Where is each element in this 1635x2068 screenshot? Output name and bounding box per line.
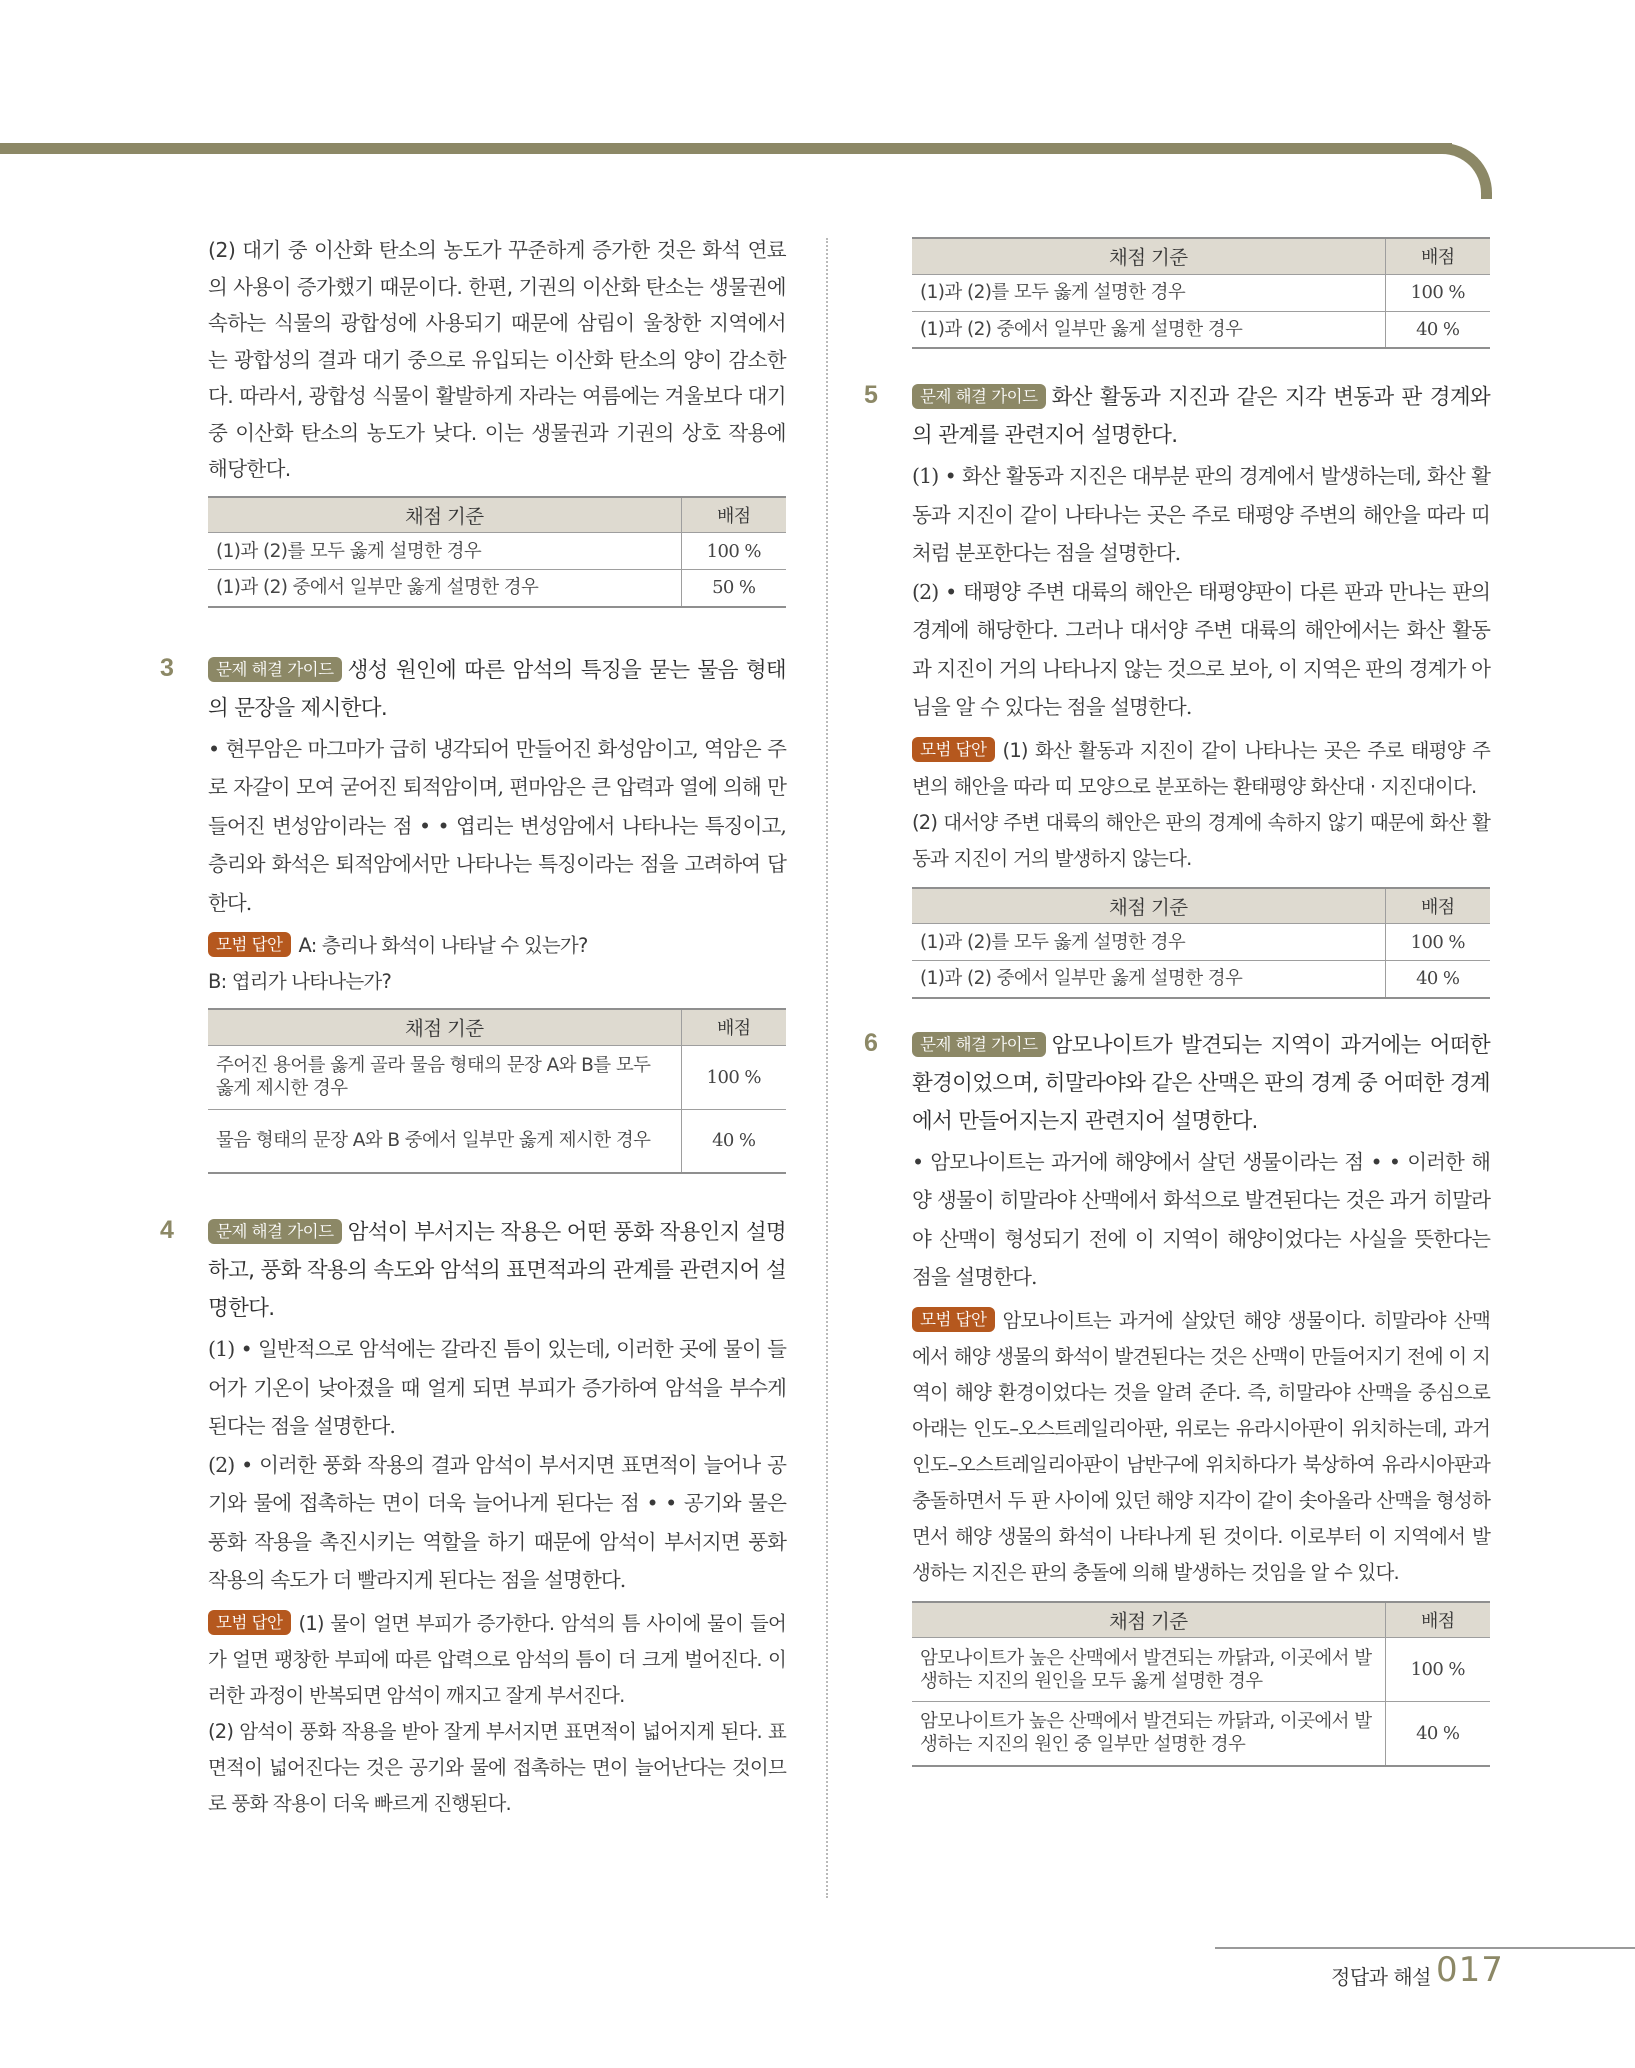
question-number: 5 [864, 381, 878, 409]
left-column [160, 232, 786, 1822]
guide-badge: 문제 해결 가이드 [912, 384, 1046, 409]
question-4 [160, 1214, 786, 1822]
criteria-cell: (1)과 (2) 중에서 일부만 옳게 설명한 경우 [912, 961, 1385, 998]
criteria-cell: (1)과 (2)를 모두 옳게 설명한 경우 [912, 924, 1385, 961]
criteria-cell: (1)과 (2) 중에서 일부만 옳게 설명한 경우 [912, 311, 1385, 348]
table-row [208, 1045, 786, 1109]
model-answer-badge: 모범 답안 [208, 1610, 291, 1635]
points-cell: 40 % [681, 1109, 786, 1173]
table-row [208, 533, 786, 570]
model-answer-badge: 모범 답안 [208, 932, 291, 957]
criteria-header: 채점 기준 [912, 888, 1385, 924]
model-answer-text: (1) 화산 활동과 지진이 같이 나타나는 곳은 주로 태평양 주변의 해안을 따라 띠 모양으로 분포하는 환태평양 화산대 · 지진대이다. [912, 738, 1490, 798]
points-header: 배점 [1385, 1602, 1490, 1638]
criteria-cell: (1)과 (2)를 모두 옳게 설명한 경우 [208, 533, 681, 570]
table-header-row [912, 238, 1490, 274]
scoring-table-1 [208, 496, 786, 608]
points-header: 배점 [681, 497, 786, 533]
table-header-row [912, 888, 1490, 924]
guide-text: 암석이 부서지는 작용은 어떤 풍화 작용인지 설명하고, 풍화 작용의 속도와 암석의 표면적과의 관계를 관련지어 설명한다. [208, 1220, 786, 1321]
scoring-table-5 [912, 887, 1490, 999]
points-cell: 40 % [1385, 961, 1490, 998]
points-header: 배점 [681, 1009, 786, 1045]
points-cell: 100 % [681, 533, 786, 570]
table-row [912, 1638, 1490, 1702]
header-rule-curve [1436, 143, 1492, 199]
criteria-header: 채점 기준 [912, 238, 1385, 274]
guide-paragraph [208, 1214, 786, 1328]
column-divider [826, 238, 828, 1898]
model-answer-line: A: 층리나 화석이 나타날 수 있는가? [298, 934, 588, 957]
table-row [208, 570, 786, 607]
page-number: 017 [1436, 1950, 1504, 1990]
guide-paragraph [912, 379, 1490, 455]
table-row [912, 1702, 1490, 1766]
table-header-row [208, 497, 786, 533]
explanation-2: (2) • 이러한 풍화 작용의 결과 암석이 부서지면 표면적이 늘어나 공기와 물에 접촉하는 면이 더욱 늘어나게 된다는 점 • • 공기와 물은 풍화 작용을 촉진시키는 역할을 하기 때문에 암석이 부서지면 풍화 작용의 속도가 더 빨라지게 된다는 점을 설명한다. [208, 1452, 786, 1592]
points-header: 배점 [1385, 238, 1490, 274]
model-answer-2: (2) 대서양 주변 대륙의 해안은 판의 경계에 속하지 않기 때문에 화산 활동과 지진이 거의 발생하지 않는다. [912, 810, 1490, 870]
header-rule [0, 143, 1452, 154]
explanation: • 현무암은 마그마가 급히 냉각되어 만들어진 화성암이고, 역암은 주로 자갈이 모여 굳어진 퇴적암이며, 편마암은 큰 압력과 열에 의해 만들어진 변성암이라는 점 • • 엽리는 변성암에서 나타나는 특징이고, 층리와 화석은 퇴적암에서만 나타나는 특징이라는 점을 고려하여 답한다. [208, 736, 786, 915]
question-3 [160, 652, 786, 1175]
table-row [912, 311, 1490, 348]
question-5 [864, 379, 1490, 999]
model-answer-line: B: 엽리가 나타나는가? [208, 970, 391, 993]
points-cell: 100 % [681, 1045, 786, 1109]
scoring-table-3 [208, 1008, 786, 1174]
explanation: • 암모나이트는 과거에 해양에서 살던 생물이라는 점 • • 이러한 해양 생물이 히말라야 산맥에서 화석으로 발견된다는 것은 과거 히말라야 산맥이 형성되기 전에 이 지역이 해양이었다는 사실을 뜻한다는 점을 설명한다. [912, 1149, 1490, 1289]
scoring-table-2 [912, 237, 1490, 349]
footer-rule [1215, 1947, 1635, 1949]
table-header-row [208, 1009, 786, 1045]
guide-text: 화산 활동과 지진과 같은 지각 변동과 판 경계와의 관계를 관련지어 설명한다. [912, 385, 1490, 448]
guide-text: 생성 원인에 따른 암석의 특징을 묻는 물음 형태의 문장을 제시한다. [208, 657, 786, 721]
criteria-cell: 물음 형태의 문장 A와 B 중에서 일부만 옳게 제시한 경우 [208, 1109, 681, 1173]
model-answer [912, 733, 1490, 805]
question-number: 3 [160, 653, 174, 682]
guide-paragraph [912, 1027, 1490, 1141]
scoring-table-6 [912, 1601, 1490, 1767]
criteria-header: 채점 기준 [912, 1602, 1385, 1638]
criteria-cell: (1)과 (2)를 모두 옳게 설명한 경우 [912, 274, 1385, 311]
points-cell: 100 % [1385, 924, 1490, 961]
model-answer-2: (2) 암석이 풍화 작용을 받아 잘게 부서지면 표면적이 넓어지게 된다. 표면적이 넓어진다는 것은 공기와 물에 접촉하는 면이 늘어난다는 것이므로 풍화 작용이 더욱 빠르게 진행된다. [208, 1719, 786, 1815]
explanation-1: (1) • 일반적으로 암석에는 갈라진 틈이 있는데, 이러한 곳에 물이 들어가 기온이 낮아졌을 때 얼게 되면 부피가 증가하여 암석을 부수게 된다는 점을 설명한다. [208, 1337, 786, 1438]
model-answer-text: (1) 물이 얼면 부피가 증가한다. 암석의 틈 사이에 물이 들어가 얼면 팽창한 부피에 따른 압력으로 암석의 틈이 더 크게 벌어진다. 이러한 과정이 반복되면 암석이 깨지고 잘게 부서진다. [208, 1611, 786, 1707]
criteria-cell: 주어진 용어를 옳게 골라 물음 형태의 문장 A와 B를 모두 옳게 제시한 경우 [208, 1045, 681, 1109]
criteria-header: 채점 기준 [208, 497, 681, 533]
model-answer-text: 암모나이트는 과거에 살았던 해양 생물이다. 히말라야 산맥에서 해양 생물의 화석이 발견된다는 것은 산맥이 만들어지기 전에 이 지역이 해양 환경이었다는 것을 알려 준다. 즉, 히말라야 산맥을 중심으로 아래는 인도–오스트레일리아판, 위로는 유라시아판이 위치하는데, 과거 인도–오스트레일리아판이 남반구에 위치하다가 북상하여 유라시아판과 충돌하면서 두 판 사이에 있던 해양 지각이 같이 솟아올라 산맥을 형성하면서 해양 생물의 화석이 나타나게 된 것이다. 이로부터 이 지역에서 발생하는 지진은 판의 충돌에 의해 발생하는 것임을 알 수 있다. [912, 1308, 1490, 1584]
question-number: 4 [160, 1216, 174, 1244]
points-cell: 40 % [1385, 1702, 1490, 1766]
guide-badge: 문제 해결 가이드 [912, 1032, 1046, 1057]
model-answer [912, 1303, 1490, 1591]
model-answer-badge: 모범 답안 [912, 737, 995, 762]
top-band [0, 0, 1635, 148]
table-header-row [912, 1602, 1490, 1638]
guide-badge: 문제 해결 가이드 [208, 1219, 342, 1244]
guide-text: 암모나이트가 발견되는 지역이 과거에는 어떠한 환경이었으며, 히말라야와 같은 산맥은 판의 경계 중 어떠한 경계에서 만들어지는지 관련지어 설명한다. [912, 1032, 1490, 1134]
points-cell: 40 % [1385, 311, 1490, 348]
criteria-header: 채점 기준 [208, 1009, 681, 1045]
explanation-1: (1) • 화산 활동과 지진은 대부분 판의 경계에서 발생하는데, 화산 활동과 지진이 같이 나타나는 곳은 주로 태평양 주변의 해안을 따라 띠처럼 분포한다는 점을 설명한다. [912, 464, 1490, 565]
points-cell: 100 % [1385, 274, 1490, 311]
model-answer-badge: 모범 답안 [912, 1307, 995, 1332]
model-answer [208, 1606, 786, 1714]
points-cell: 100 % [1385, 1638, 1490, 1702]
table-row [912, 924, 1490, 961]
criteria-cell: 암모나이트가 높은 산맥에서 발견되는 까닭과, 이곳에서 발생하는 지진의 원인 중 일부만 설명한 경우 [912, 1702, 1385, 1766]
question-6 [864, 1027, 1490, 1767]
criteria-cell: (1)과 (2) 중에서 일부만 옳게 설명한 경우 [208, 570, 681, 607]
guide-paragraph [208, 652, 786, 728]
intro-paragraph: (2) 대기 중 이산화 탄소의 농도가 꾸준하게 증가한 것은 화석 연료의 사용이 증가했기 때문이다. 한편, 기권의 이산화 탄소는 생물권에 속하는 식물의 광합성에 사용되기 때문에 삼림이 울창한 지역에서는 광합성의 결과 대기 중으로 유입되는 이산화 탄소의 양이 감소한다. 따라서, 광합성 식물이 활발하게 자라는 여름에는 겨울보다 대기 중 이산화 탄소의 농도가 낮다. 이는 생물권과 기권의 상호 작용에 해당한다. [208, 238, 786, 481]
table-row [208, 1109, 786, 1173]
footer-section-label: 정답과 해설 [1331, 1965, 1431, 1989]
criteria-cell: 암모나이트가 높은 산맥에서 발견되는 까닭과, 이곳에서 발생하는 지진의 원인을 모두 옳게 설명한 경우 [912, 1638, 1385, 1702]
table-row [912, 961, 1490, 998]
points-cell: 50 % [681, 570, 786, 607]
model-answer [208, 928, 786, 1000]
explanation-2: (2) • 태평양 주변 대륙의 해안은 태평양판이 다른 판과 만나는 판의 경계에 해당한다. 그러나 대서양 주변 대륙의 해안에서는 화산 활동과 지진이 거의 나타나지 않는 것으로 보아, 이 지역은 판의 경계가 아님을 알 수 있다는 점을 설명한다. [912, 579, 1490, 719]
right-column [864, 237, 1490, 1767]
table-row [912, 274, 1490, 311]
points-header: 배점 [1385, 888, 1490, 924]
guide-badge: 문제 해결 가이드 [208, 657, 342, 682]
question-number: 6 [864, 1028, 878, 1057]
